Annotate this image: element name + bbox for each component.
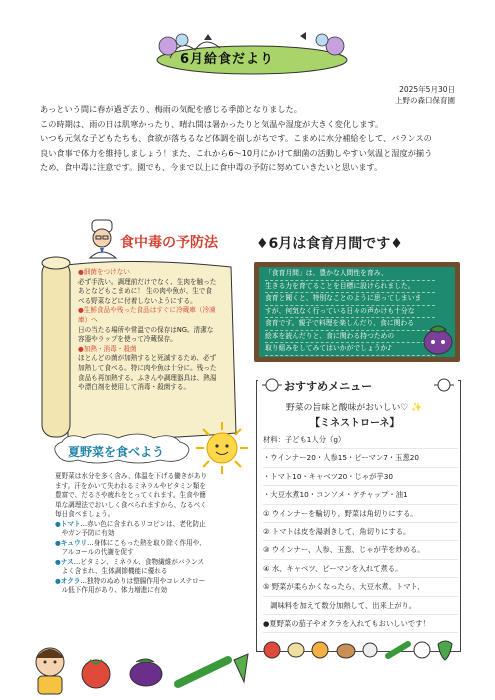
summer-veg-title: 夏野菜を食べよう <box>68 445 165 459</box>
blackboard-line: 食育と聞くと、特別なことのように思ってしまいま <box>265 293 435 306</box>
intro-line: 良い食事で体力を維持しましょう！また、これから6〜10月にかけて細菌の活動しやすい気温と湿度が揃う <box>40 147 433 158</box>
summer-veg-text: …身体にこもった熱を取り除く作用や、 <box>87 538 206 547</box>
summer-veg-line <box>55 586 235 596</box>
food-poisoning-line: べる野菜などに付着しないようにする。 <box>78 296 197 305</box>
food-poisoning-heading: ●加熱・消毒・殺菌 <box>78 344 137 353</box>
sun-illustration <box>194 420 250 476</box>
food-poisoning-line: 容器やラップを使って冷蔵保存。 <box>78 335 177 344</box>
recipe-heading: おすすめメニュー <box>284 380 373 393</box>
food-poisoning-line: 加熱して食べる。特に肉や魚は十分に。残った <box>78 363 217 372</box>
recipe-line: ② トマトは皮を湯剥きして、角切りにする。 <box>263 523 458 541</box>
summer-veg-line <box>55 539 235 549</box>
recipe-line: ・ウインナー20・人参15・ピーマン7・玉葱20 <box>263 449 458 467</box>
summer-veg-line <box>55 491 235 501</box>
food-poisoning-heading: ●細菌をつけない <box>78 268 130 276</box>
recipe-line: 材料：子ども1人分（g） <box>263 431 458 449</box>
intro-text <box>40 102 460 175</box>
summer-veg-text: よく含まれ、生体調節機能に優れる <box>55 567 168 575</box>
summer-veg-line <box>55 501 235 511</box>
recipe-line: ・大豆水煮10・コンソメ・ケチャップ・油1 <box>263 486 458 504</box>
food-poisoning-line: や漂白剤を使用して消毒・殺菌する。 <box>78 383 191 392</box>
summer-veg-line <box>55 558 235 568</box>
summer-veg-line <box>55 529 235 539</box>
intro-line: ため、食中毒に注意です。園でも、今まで以上に食中毒の予防に努めていきたいと思います。 <box>40 162 383 172</box>
summer-veg-line <box>55 567 235 577</box>
recipe-subtitle: 野菜の旨味と酸味がおいしい♡ ✨ <box>286 403 422 413</box>
summer-veg-text: 毎日食べましょう。 <box>55 510 115 518</box>
summer-veg-text: …独特のぬめりは整腸作用やコレステロー <box>80 576 206 585</box>
summer-veg-text: 単な調理法でおいしく食べられますから、なるべく <box>55 500 207 509</box>
recipe-line: ・トマト10・キャベツ20・じゃが芋30 <box>263 468 458 486</box>
vegetable-name: ●オクラ <box>55 576 81 585</box>
summer-veg-line <box>55 510 235 520</box>
chef-illustration <box>84 218 122 260</box>
summer-veg-text: アルコールの代謝を促す <box>55 548 134 556</box>
summer-veg-text: ます。汗をかいて失われるミネラルやビタミン類を <box>55 481 206 490</box>
intro-line: いつも元気な子どもたちも、食欲が落ちるなど体調を崩しがちです。こまめに水分補給をして、バランスの <box>40 133 432 143</box>
recipe-line: ③ ウインナー、人参、玉葱、じゃが芋を炒める。 <box>263 541 458 559</box>
food-poisoning-heading: 庫）へ <box>78 315 98 324</box>
recipe-line: ●夏野菜の茄子やオクラを入れてもおいしいです！ <box>263 615 458 633</box>
summer-veg-line <box>55 520 235 530</box>
newsletter-title: 6月給食だより <box>180 52 275 67</box>
food-poisoning-line: 必ず手洗い。調理前だけでなく、生肉を触った <box>78 277 217 286</box>
summer-veg-line <box>55 482 235 492</box>
blackboard-line: 食育です。親子で料理を楽しんだり、食に関わる <box>265 318 435 331</box>
summer-veg-line <box>55 472 235 482</box>
blackboard-line: 「食育月間」は、豊かな人間性を育み、 <box>265 268 435 281</box>
organization-name: 上野の森口保育園 <box>395 96 455 105</box>
bottom-vegetables-illustration <box>28 640 258 696</box>
blackboard-line: 生きる力を育てることを目標に設けられました。 <box>265 281 435 294</box>
food-poisoning-line: あとなどもこまめに！ 生の肉や魚が、生で食 <box>78 287 212 296</box>
recipe-line: ⑤ 野菜が柔らかくなったら、大豆水煮、トマト、 <box>263 578 458 596</box>
vegetable-name: ●ナス <box>55 557 74 566</box>
summer-veg-text: やガン予防に有効 <box>55 529 115 537</box>
summer-veg-line <box>55 577 235 587</box>
blackboard-line: 絵本を読んだりと、食に関わる持つための <box>265 331 435 344</box>
food-poisoning-heading: ●生鮮食品や残った食品はすぐに冷蔵庫（冷凍 <box>78 306 216 315</box>
recipe-line: ① ウインナーを輪切り、野菜は角切りにする。 <box>263 505 458 523</box>
issue-date: 2025年5月30日 <box>399 85 455 94</box>
food-poisoning-title: 食中毒の予防法 <box>120 235 218 251</box>
summer-veg-text: …赤い色に含まれるリコピンは、老化防止 <box>80 519 206 528</box>
summer-veg-text: 豊富で、だるさや疲れをとってくれます。生食や簡 <box>55 491 206 499</box>
eggplant-illustration <box>420 322 456 358</box>
recipe-line: 調味料を加えて数分加熱して、出来上がり。 <box>263 597 458 615</box>
food-poisoning-line: ほとんどの菌が加熱すると死滅するため、必ず <box>78 354 217 363</box>
vegetable-row-icons <box>262 636 458 664</box>
summer-veg-text: 夏野菜は水分を多く含み、体温を下げる働きがあり <box>55 472 208 480</box>
shokuiku-title: ♦6月は食育月間です♦ <box>256 236 403 252</box>
recipe-name: 【ミネストローネ】 <box>310 418 400 429</box>
summer-veg-body <box>55 472 235 596</box>
blackboard-text <box>265 268 435 356</box>
summer-veg-line <box>55 548 235 558</box>
intro-line: この時期は、雨の日は肌寒かったり、晴れ間は暑かったりと気温や湿度が大きく変化します。 <box>40 118 384 129</box>
vegetable-name: ●キュウリ <box>55 538 88 547</box>
intro-line: あっという間に春が過ぎ去り、梅雨の気配を感じる季節となりました。 <box>40 104 302 114</box>
blackboard-line: 取り組みをしてみてはいかがでしょうか♪ <box>265 343 435 356</box>
food-poisoning-line: 日の当たる場所や常温での保存はNG。清潔な <box>78 325 214 334</box>
blackboard-line: すが、何気なく行っている日々の声かけも十分な <box>265 306 435 319</box>
food-poisoning-line: 食品も再加熱する。ふきんや調理器具は、熱湯 <box>78 373 217 382</box>
vegetable-name: ●トマト <box>55 519 81 528</box>
summer-veg-text: ル低下作用があり、体力増進に有効 <box>55 586 168 594</box>
recipe-line: ④ 水、キャベツ、ピーマンを入れて煮る。 <box>263 560 458 578</box>
food-poisoning-body <box>78 268 233 393</box>
recipe-body <box>263 431 458 633</box>
summer-veg-text: …ビタミン、ミネラル、食物繊維がバランス <box>73 557 205 566</box>
